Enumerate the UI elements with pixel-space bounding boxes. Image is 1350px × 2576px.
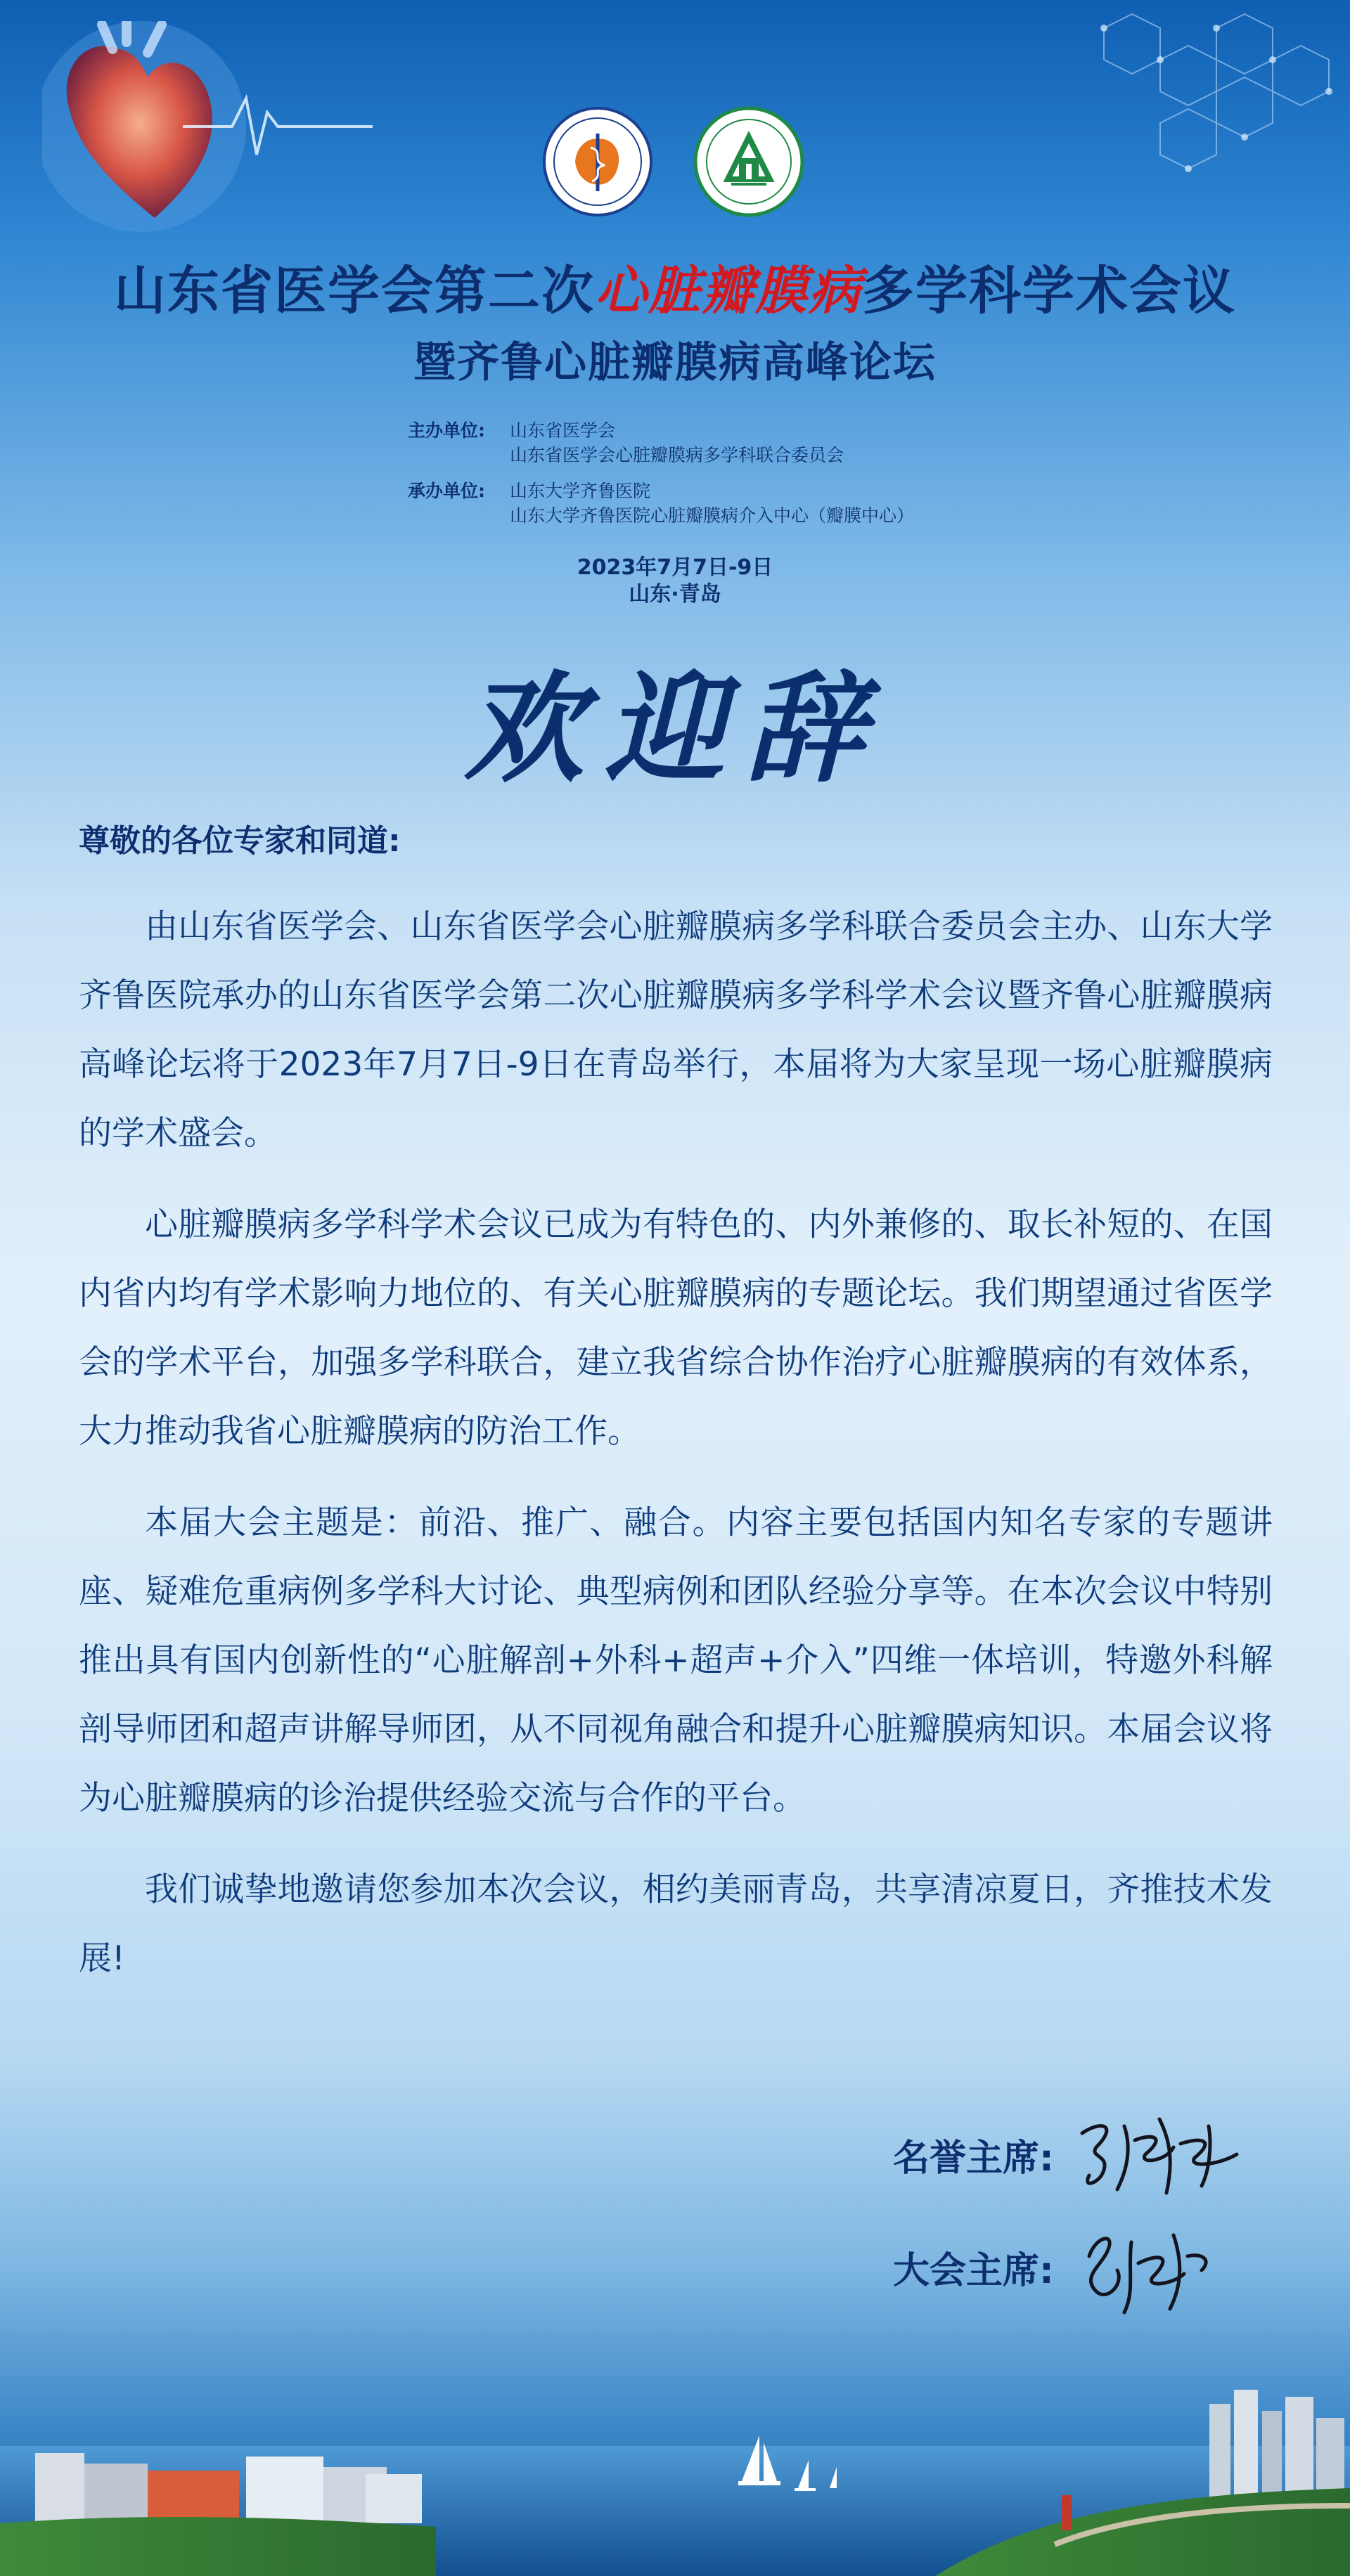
organizer-logos <box>541 105 809 218</box>
heart-ecg-illustration <box>42 21 373 246</box>
welcome-title: 欢迎辞 <box>463 659 886 799</box>
honorary-chair-label: 名誉主席: <box>893 2137 1054 2180</box>
undertaker-row <box>408 479 1041 528</box>
shandong-university-qilu-hospital-logo <box>693 105 805 218</box>
host-row <box>408 418 1041 467</box>
hospital-buildings <box>0 2453 436 2576</box>
honorary-chair-signature <box>1068 2105 1251 2203</box>
host-line: 山东省医学会心脏瓣膜病多学科联合委员会 <box>510 445 844 465</box>
title-part-2: 多学科学术会议 <box>862 261 1236 321</box>
letter-paragraph: 由山东省医学会、山东省医学会心脏瓣膜病多学科联合委员会主办、山东大学齐鲁医院承办的山东省医学会第二次心脏瓣膜病多学科学术会议暨齐鲁心脏瓣膜病高峰论坛将于2023年7月7日-9日在青岛举行，本届将为大家呈现一场心脏瓣膜病的学术盛会。 <box>79 907 1273 1153</box>
chair-label: 大会主席: <box>893 2249 1054 2292</box>
chair-signature <box>1068 2214 1230 2319</box>
conference-subtitle: 暨齐鲁心脏瓣膜病高峰论坛 <box>413 338 937 387</box>
title-accent: 心脏瓣膜病 <box>595 261 862 321</box>
qingdao-coastline-illustration <box>0 2376 1350 2576</box>
chair-signature-row <box>893 2214 1230 2319</box>
undertaker-line: 山东大学齐鲁医院 <box>510 481 651 501</box>
undertaker-line: 山东大学齐鲁医院心脏瓣膜病介入中心（瓣膜中心） <box>510 505 915 526</box>
organizers-block <box>408 418 1041 539</box>
letter-paragraph: 心脏瓣膜病多学科学术会议已成为有特色的、内外兼修的、取长补短的、在国内省内均有学术影响力地位的、有关心脏瓣膜病的专题论坛。我们期望通过省医学会的学术平台，加强多学科联合，建立我省综合协作治疗心脏瓣膜病的有效体系，大力推动我省心脏瓣膜病的防治工作。 <box>79 1205 1273 1451</box>
welcome-letter-body <box>79 893 1273 2016</box>
title-part-1: 山东省医学会第二次 <box>114 261 595 321</box>
letter-paragraph: 本届大会主题是：前沿、推广、融合。内容主要包括国内知名专家的专题讲座、疑难危重病例多学科大讨论、典型病例和团队经验分享等。在本次会议中特别推出具有国内创新性的“心脏解剖+外科+超声+介入”四维一体培训，特邀外科解剖导师团和超声讲解导师团，从不同视角融合和提升心脏瓣膜病知识。本届会议将为心脏瓣膜病的诊治提供经验交流与合作的平台。 <box>79 1503 1273 1818</box>
shandong-medical-association-logo <box>541 105 654 218</box>
host-line: 山东省医学会 <box>510 420 616 441</box>
honorary-chair-signature-row <box>893 2105 1251 2203</box>
conference-title <box>0 250 1350 324</box>
event-date: 2023年7月7日-9日 <box>577 555 773 580</box>
event-place: 山东·青岛 <box>629 582 721 607</box>
undertaker-label: 承办单位: <box>408 481 485 501</box>
letter-paragraph: 我们诚挚地邀请您参加本次会议，相约美丽青岛，共享清凉夏日，齐推技术发展! <box>79 1870 1273 1978</box>
molecule-pattern <box>1048 0 1350 211</box>
host-label: 主办单位: <box>408 420 485 441</box>
salutation: 尊敬的各位专家和同道: <box>79 823 401 859</box>
